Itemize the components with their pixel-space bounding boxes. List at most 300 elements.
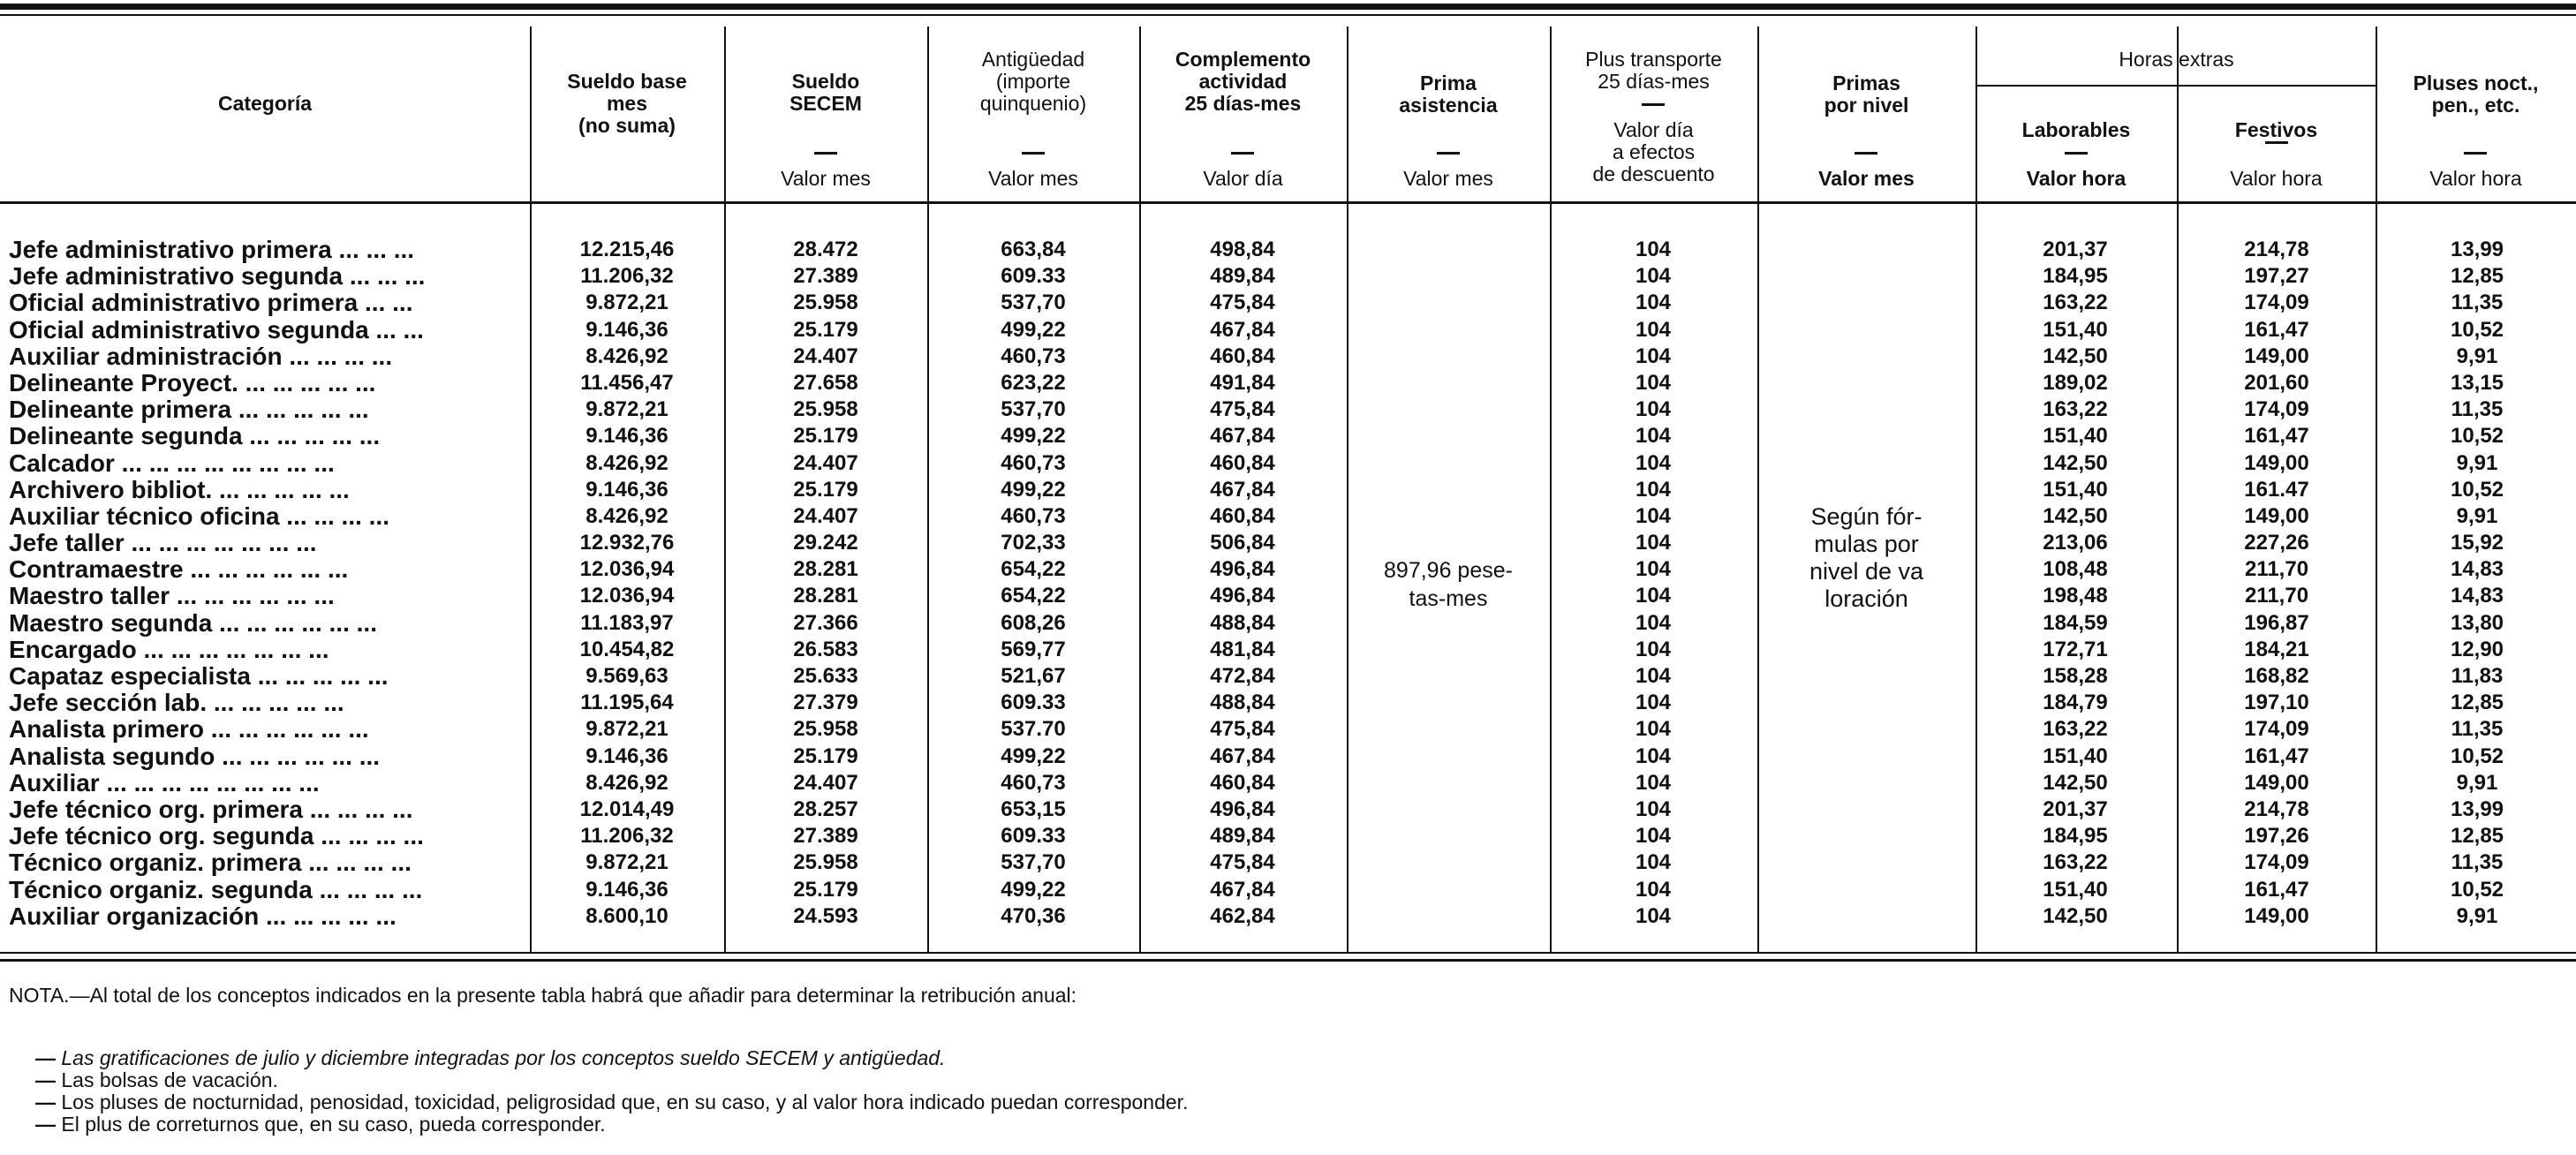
header-dash (814, 152, 837, 155)
cell-antiguedad: 609.33 (1001, 691, 1066, 715)
cell-antiguedad: 537,70 (1001, 850, 1066, 875)
table-row (0, 263, 2576, 290)
table-row (0, 610, 2576, 637)
cell-antiguedad: 499,22 (1001, 477, 1066, 502)
cell-pluses: 11,35 (2451, 850, 2504, 875)
cell-complemento: 489,84 (1210, 824, 1275, 849)
header-valor-mes: Valor mes (988, 167, 1078, 190)
table-body (0, 237, 2576, 930)
cell-complemento: 467,84 (1210, 744, 1275, 768)
cell-complemento: 460,84 (1210, 450, 1275, 475)
cell-pluses: 11,35 (2451, 717, 2504, 742)
cell-complemento: 475,84 (1210, 717, 1275, 742)
table-row (0, 396, 2576, 423)
cell-categoria: Capataz especialista ... ... ... ... ... (9, 662, 389, 690)
cell-laborables: 142,50 (2043, 450, 2108, 475)
header-prima-asistencia: Prima asistencia (1399, 72, 1498, 117)
cell-laborables: 163,22 (2043, 850, 2108, 875)
cell-plus-transporte: 104 (1635, 584, 1672, 608)
cell-laborables: 163,22 (2043, 717, 2108, 742)
header-horas-extras: Horas extras (2119, 48, 2234, 71)
cell-plus-transporte: 104 (1635, 744, 1672, 768)
cell-pluses: 15,92 (2450, 531, 2504, 555)
cell-complemento: 496,84 (1210, 796, 1275, 821)
header-pluses: Pluses noct., pen., etc. (2413, 72, 2539, 117)
cell-complemento: 496,84 (1210, 584, 1275, 608)
cell-categoria: Analista primero ... ... ... ... ... ... (9, 715, 369, 744)
table-row (0, 744, 2576, 770)
header-valor-mes: Valor mes (781, 167, 871, 190)
cell-pluses: 11,35 (2451, 291, 2504, 315)
cell-laborables: 189,02 (2043, 370, 2108, 395)
cell-categoria: Contramaestre ... ... ... ... ... ... (9, 555, 349, 584)
cell-sueldo-base: 12.036,94 (579, 584, 675, 608)
cell-laborables: 151,40 (2043, 877, 2108, 902)
cell-plus-transporte: 104 (1635, 477, 1672, 502)
cell-pluses: 13,99 (2450, 796, 2504, 821)
cell-sueldo-secem: 27.379 (793, 691, 858, 715)
header-laborables: Laborables (2021, 118, 2131, 141)
cell-festivos: 174,09 (2244, 397, 2309, 422)
cell-sueldo-base: 11.183,97 (580, 610, 674, 635)
cell-sueldo-secem: 27.366 (793, 610, 858, 635)
cell-festivos: 149,00 (2244, 903, 2309, 928)
cell-complemento: 467,84 (1210, 317, 1275, 342)
cell-festivos: 174,09 (2244, 850, 2309, 875)
note-item: — El plus de correturnos que, en su caso, pueda corresponder. (35, 1113, 606, 1136)
table-row (0, 237, 2576, 263)
cell-complemento: 460,84 (1210, 503, 1275, 528)
header-antiguedad: Antigüedad (importe quinquenio) (979, 48, 1087, 115)
cell-festivos: 149,00 (2244, 503, 2309, 528)
cell-sueldo-secem: 24.407 (793, 770, 858, 795)
cell-plus-transporte: 104 (1635, 317, 1672, 342)
cell-categoria: Delineante segunda ... ... ... ... ... (9, 422, 381, 450)
cell-sueldo-base: 9.146,36 (585, 424, 669, 449)
cell-pluses: 12,85 (2450, 824, 2504, 849)
cell-festivos: 197,27 (2244, 264, 2309, 289)
cell-plus-transporte: 104 (1635, 637, 1672, 661)
cell-antiguedad: 460,73 (1001, 503, 1066, 528)
cell-categoria: Auxiliar administración ... ... ... ... (9, 342, 393, 370)
cell-sueldo-base: 9.872,21 (585, 717, 669, 742)
cell-sueldo-base: 11.195,64 (580, 691, 674, 715)
cell-antiguedad: 460,73 (1001, 450, 1066, 475)
cell-complemento: 472,84 (1210, 664, 1275, 688)
header-sueldo-secem: Sueldo SECEM (789, 70, 862, 115)
cell-categoria: Encargado ... ... ... ... ... ... ... (9, 635, 329, 663)
cell-complemento: 467,84 (1210, 424, 1275, 449)
cell-laborables: 108,48 (2043, 557, 2108, 582)
cell-sueldo-secem: 28.281 (793, 584, 858, 608)
cell-festivos: 161.47 (2244, 477, 2309, 502)
cell-pluses: 12,90 (2450, 637, 2504, 661)
cell-antiguedad: 537.70 (1001, 717, 1066, 742)
cell-sueldo-base: 9.146,36 (585, 317, 669, 342)
cell-antiguedad: 470,36 (1001, 903, 1066, 928)
cell-antiguedad: 654,22 (1001, 584, 1066, 608)
cell-sueldo-base: 10.454,82 (579, 637, 675, 661)
table-row (0, 849, 2576, 876)
cell-laborables: 184,95 (2043, 264, 2108, 289)
cell-pluses: 9,91 (2456, 770, 2498, 795)
cell-categoria: Jefe técnico org. primera ... ... ... ... (9, 795, 413, 823)
top-rule-thin (0, 14, 2576, 16)
cell-antiguedad: 537,70 (1001, 291, 1066, 315)
cell-plus-transporte: 104 (1635, 450, 1672, 475)
cell-sueldo-secem: 25.958 (793, 397, 858, 422)
cell-plus-transporte: 104 (1635, 850, 1672, 875)
cell-sueldo-base: 9.146,36 (585, 877, 669, 902)
header-dash (1642, 103, 1665, 106)
cell-pluses: 10,52 (2450, 424, 2504, 449)
cell-festivos: 211,70 (2244, 557, 2309, 582)
cell-sueldo-secem: 25.179 (793, 477, 858, 502)
cell-festivos: 174,09 (2244, 291, 2309, 315)
cell-sueldo-base: 11.456,47 (580, 370, 674, 395)
cell-categoria: Jefe administrativo primera ... ... ... (9, 236, 415, 263)
table-row (0, 556, 2576, 583)
cell-plus-transporte: 104 (1635, 291, 1672, 315)
cell-antiguedad: 499,22 (1001, 424, 1066, 449)
cell-laborables: 142,50 (2043, 770, 2108, 795)
cell-sueldo-base: 12.014,49 (579, 796, 675, 821)
cell-sueldo-secem: 25.179 (793, 317, 858, 342)
header-bottom-rule (0, 201, 2576, 204)
cell-plus-transporte: 104 (1635, 397, 1672, 422)
cell-laborables: 198,48 (2043, 584, 2108, 608)
table-row (0, 796, 2576, 823)
cell-pluses: 13,15 (2450, 370, 2504, 395)
table-row (0, 503, 2576, 530)
cell-pluses: 12,85 (2450, 691, 2504, 715)
cell-complemento: 488,84 (1210, 691, 1275, 715)
cell-sueldo-base: 9.872,21 (585, 850, 669, 875)
cell-complemento: 467,84 (1210, 477, 1275, 502)
cell-antiguedad: 460,73 (1001, 343, 1066, 368)
header-valor-hora: Valor hora (2026, 167, 2127, 190)
cell-laborables: 142,50 (2043, 903, 2108, 928)
cell-sueldo-base: 9.146,36 (585, 744, 669, 768)
cell-laborables: 151,40 (2043, 477, 2108, 502)
cell-sueldo-base: 8.426,92 (585, 450, 669, 475)
cell-sueldo-base: 9.872,21 (585, 291, 669, 315)
cell-antiguedad: 460,73 (1001, 770, 1066, 795)
table-row (0, 370, 2576, 396)
cell-antiguedad: 521,67 (1001, 664, 1066, 688)
cell-festivos: 227,26 (2244, 531, 2309, 555)
nota-text: NOTA.—Al total de los conceptos indicados en la presente tabla habrá que añadir para determinar la retribución anual: (9, 984, 1077, 1007)
header-categoria: Categoría (217, 92, 313, 115)
cell-plus-transporte: 104 (1635, 557, 1672, 582)
cell-laborables: 142,50 (2043, 343, 2108, 368)
cell-complemento: 460,84 (1210, 770, 1275, 795)
cell-antiguedad: 499,22 (1001, 877, 1066, 902)
cell-festivos: 211,70 (2244, 584, 2309, 608)
cell-categoria: Delineante Proyect. ... ... ... ... ... (9, 368, 376, 396)
table-row (0, 290, 2576, 316)
cell-plus-transporte: 104 (1635, 664, 1672, 688)
cell-laborables: 213,06 (2043, 531, 2108, 555)
cell-laborables: 201,37 (2043, 238, 2108, 261)
table-row (0, 637, 2576, 663)
table-row (0, 317, 2576, 343)
table-row (0, 450, 2576, 477)
cell-pluses: 10,52 (2450, 877, 2504, 902)
header-valor-hora: Valor hora (2230, 167, 2323, 190)
cell-sueldo-secem: 24.593 (793, 903, 858, 928)
table-row (0, 583, 2576, 609)
table-row (0, 530, 2576, 556)
table-row (0, 690, 2576, 716)
cell-sueldo-secem: 28.472 (793, 238, 858, 261)
cell-pluses: 9,91 (2456, 450, 2498, 475)
cell-antiguedad: 702,33 (1001, 531, 1066, 555)
cell-sueldo-base: 8.600,10 (585, 903, 669, 928)
table-row (0, 716, 2576, 743)
cell-plus-transporte: 104 (1635, 264, 1672, 289)
cell-categoria: Delineante primera ... ... ... ... ... (9, 396, 369, 424)
header-dash (2265, 141, 2288, 144)
cell-festivos: 214,78 (2244, 238, 2309, 261)
cell-categoria: Maestro taller ... ... ... ... ... ... (9, 582, 335, 610)
cell-antiguedad: 623,22 (1001, 370, 1066, 395)
cell-plus-transporte: 104 (1635, 503, 1672, 528)
header-plus-transporte: Plus transporte 25 días-mes (1585, 48, 1722, 93)
cell-plus-transporte: 104 (1635, 531, 1672, 555)
cell-sueldo-base: 8.426,92 (585, 343, 669, 368)
cell-categoria: Jefe sección lab. ... ... ... ... ... (9, 689, 344, 717)
cell-festivos: 149,00 (2244, 770, 2309, 795)
cell-pluses: 11,83 (2451, 664, 2504, 688)
header-valor-mes: Valor mes (1403, 167, 1493, 190)
cell-complemento: 481,84 (1210, 637, 1275, 661)
cell-festivos: 174,09 (2244, 717, 2309, 742)
cell-sueldo-secem: 25.958 (793, 850, 858, 875)
cell-antiguedad: 663,84 (1001, 238, 1066, 261)
cell-sueldo-secem: 27.389 (793, 264, 858, 289)
cell-pluses: 14,83 (2450, 557, 2504, 582)
cell-laborables: 201,37 (2043, 796, 2108, 821)
cell-festivos: 197,10 (2244, 691, 2309, 715)
table-row (0, 423, 2576, 449)
cell-complemento: 488,84 (1210, 610, 1275, 635)
cell-antiguedad: 499,22 (1001, 744, 1066, 768)
cell-categoria: Jefe administrativo segunda ... ... ... (9, 262, 426, 291)
cell-laborables: 184,59 (2043, 610, 2108, 635)
table-row (0, 770, 2576, 796)
horas-extras-divider (1975, 85, 2377, 87)
cell-laborables: 172,71 (2043, 637, 2108, 661)
cell-complemento: 475,84 (1210, 397, 1275, 422)
cell-antiguedad: 609.33 (1001, 824, 1066, 849)
cell-sueldo-secem: 25.179 (793, 877, 858, 902)
header-valor-hora: Valor hora (2429, 167, 2522, 190)
table-row (0, 663, 2576, 690)
cell-categoria: Jefe técnico org. segunda ... ... ... ... (9, 822, 424, 850)
cell-complemento: 496,84 (1210, 557, 1275, 582)
cell-antiguedad: 569,77 (1001, 637, 1066, 661)
cell-pluses: 10,52 (2450, 744, 2504, 768)
header-festivos: Festivos (2234, 118, 2318, 141)
cell-laborables: 163,22 (2043, 291, 2108, 315)
cell-antiguedad: 537,70 (1001, 397, 1066, 422)
cell-complemento: 475,84 (1210, 850, 1275, 875)
cell-sueldo-secem: 27.658 (793, 370, 858, 395)
cell-categoria: Auxiliar técnico oficina ... ... ... ... (9, 502, 389, 530)
cell-plus-transporte: 104 (1635, 770, 1672, 795)
cell-sueldo-base: 12.215,46 (579, 238, 675, 261)
header-dash (2464, 152, 2487, 155)
cell-sueldo-base: 9.569,63 (585, 664, 669, 688)
cell-pluses: 12,85 (2450, 264, 2504, 289)
cell-sueldo-secem: 25.633 (793, 664, 858, 688)
cell-complemento: 498,84 (1210, 238, 1275, 261)
cell-sueldo-secem: 25.958 (793, 717, 858, 742)
cell-plus-transporte: 104 (1635, 796, 1672, 821)
cell-festivos: 161,47 (2244, 744, 2309, 768)
note-item: — Las gratificaciones de julio y diciembre integradas por los conceptos sueldo SECEM y antigüedad. (35, 1046, 946, 1069)
cell-complemento: 462,84 (1210, 903, 1275, 928)
cell-festivos: 161,47 (2244, 317, 2309, 342)
prima-asistencia-merged: 897,96 pese- tas-mes (1384, 558, 1513, 611)
cell-festivos: 161,47 (2244, 877, 2309, 902)
cell-sueldo-secem: 26.583 (793, 637, 858, 661)
header-sueldo-base: Sueldo base mes (no suma) (567, 70, 687, 137)
cell-sueldo-secem: 24.407 (793, 450, 858, 475)
cell-complemento: 506,84 (1210, 531, 1275, 555)
cell-categoria: Jefe taller ... ... ... ... ... ... ... (9, 529, 317, 557)
header-primas-nivel: Primas por nivel (1824, 72, 1909, 117)
cell-complemento: 460,84 (1210, 343, 1275, 368)
cell-plus-transporte: 104 (1635, 877, 1672, 902)
cell-pluses: 9,91 (2456, 903, 2498, 928)
cell-plus-transporte: 104 (1635, 610, 1672, 635)
cell-sueldo-secem: 24.407 (793, 503, 858, 528)
cell-categoria: Maestro segunda ... ... ... ... ... ... (9, 608, 377, 637)
note-item: — Las bolsas de vacación. (35, 1068, 278, 1091)
cell-antiguedad: 608,26 (1001, 610, 1066, 635)
header-dash (1231, 152, 1254, 155)
cell-sueldo-base: 12.932,76 (579, 531, 675, 555)
cell-pluses: 10,52 (2450, 477, 2504, 502)
cell-laborables: 151,40 (2043, 744, 2108, 768)
cell-categoria: Auxiliar organización ... ... ... ... ... (9, 902, 397, 930)
cell-categoria: Técnico organiz. primera ... ... ... ... (9, 849, 412, 877)
cell-festivos: 184,21 (2244, 637, 2309, 661)
cell-festivos: 161,47 (2244, 424, 2309, 449)
cell-pluses: 14,83 (2450, 584, 2504, 608)
cell-laborables: 158,28 (2043, 664, 2108, 688)
cell-plus-transporte: 104 (1635, 691, 1672, 715)
table-row (0, 343, 2576, 370)
cell-laborables: 163,22 (2043, 397, 2108, 422)
cell-sueldo-base: 11.206,32 (580, 264, 674, 289)
cell-antiguedad: 609.33 (1001, 264, 1066, 289)
cell-plus-transporte: 104 (1635, 238, 1672, 261)
cell-categoria: Analista segundo ... ... ... ... ... ... (9, 742, 381, 770)
cell-complemento: 491,84 (1210, 370, 1275, 395)
header-valor-mes: Valor mes (1818, 167, 1915, 190)
top-rule-thick (0, 4, 2576, 10)
cell-complemento: 467,84 (1210, 877, 1275, 902)
cell-pluses: 13,80 (2450, 610, 2504, 635)
cell-laborables: 184,79 (2043, 691, 2108, 715)
cell-laborables: 151,40 (2043, 317, 2108, 342)
cell-complemento: 489,84 (1210, 264, 1275, 289)
cell-sueldo-secem: 29.242 (793, 531, 858, 555)
cell-sueldo-secem: 28.257 (793, 796, 858, 821)
cell-antiguedad: 654,22 (1001, 557, 1066, 582)
table-row (0, 477, 2576, 503)
cell-antiguedad: 653,15 (1001, 796, 1066, 821)
table-row (0, 877, 2576, 903)
cell-sueldo-secem: 24.407 (793, 343, 858, 368)
cell-laborables: 142,50 (2043, 503, 2108, 528)
header-dash (2065, 152, 2088, 155)
cell-pluses: 13,99 (2450, 238, 2504, 261)
cell-pluses: 9,91 (2456, 343, 2498, 368)
cell-festivos: 214,78 (2244, 796, 2309, 821)
cell-sueldo-base: 9.872,21 (585, 397, 669, 422)
cell-sueldo-secem: 28.281 (793, 557, 858, 582)
cell-festivos: 196,87 (2244, 610, 2309, 635)
cell-festivos: 168,82 (2244, 664, 2309, 688)
cell-categoria: Auxiliar ... ... ... ... ... ... ... ... (9, 768, 320, 796)
cell-sueldo-base: 12.036,94 (579, 557, 675, 582)
cell-sueldo-secem: 25.179 (793, 744, 858, 768)
cell-antiguedad: 499,22 (1001, 317, 1066, 342)
header-complemento: Complemento actividad 25 días-mes (1175, 48, 1311, 115)
cell-pluses: 11,35 (2451, 397, 2504, 422)
cell-complemento: 475,84 (1210, 291, 1275, 315)
cell-categoria: Oficial administrativo primera ... ... (9, 289, 413, 317)
cell-plus-transporte: 104 (1635, 903, 1672, 928)
header-dash (1437, 152, 1460, 155)
cell-sueldo-secem: 27.389 (793, 824, 858, 849)
cell-categoria: Archivero bibliot. ... ... ... ... ... (9, 475, 350, 503)
cell-pluses: 10,52 (2450, 317, 2504, 342)
cell-categoria: Oficial administrativo segunda ... ... (9, 315, 424, 343)
cell-laborables: 184,95 (2043, 824, 2108, 849)
table-row (0, 903, 2576, 930)
cell-plus-transporte: 104 (1635, 343, 1672, 368)
header-valor-dia: Valor día (1203, 167, 1283, 190)
cell-laborables: 151,40 (2043, 424, 2108, 449)
header-dash (1022, 152, 1045, 155)
cell-sueldo-base: 9.146,36 (585, 477, 669, 502)
cell-plus-transporte: 104 (1635, 424, 1672, 449)
cell-festivos: 197,26 (2244, 824, 2309, 849)
cell-pluses: 9,91 (2456, 503, 2498, 528)
note-item: — Los pluses de nocturnidad, penosidad, toxicidad, peligrosidad que, en su caso, y al valor hora indicado puedan corresponder. (35, 1091, 1189, 1113)
cell-sueldo-secem: 25.958 (793, 291, 858, 315)
cell-festivos: 149,00 (2244, 450, 2309, 475)
cell-festivos: 149,00 (2244, 343, 2309, 368)
cell-sueldo-base: 8.426,92 (585, 770, 669, 795)
cell-plus-transporte: 104 (1635, 717, 1672, 742)
cell-plus-transporte: 104 (1635, 370, 1672, 395)
cell-festivos: 201,60 (2244, 370, 2309, 395)
cell-sueldo-base: 11.206,32 (580, 824, 674, 849)
table-row (0, 823, 2576, 849)
header-valor-dia-descuento: Valor día a efectos de descuento (1592, 118, 1715, 185)
cell-sueldo-secem: 25.179 (793, 424, 858, 449)
primas-nivel-merged: Según fór- mulas por nivel de va loración (1809, 503, 1924, 612)
table-bottom-rule-2 (0, 959, 2576, 962)
cell-sueldo-base: 8.426,92 (585, 503, 669, 528)
cell-categoria: Calcador ... ... ... ... ... ... ... ... (9, 449, 335, 477)
